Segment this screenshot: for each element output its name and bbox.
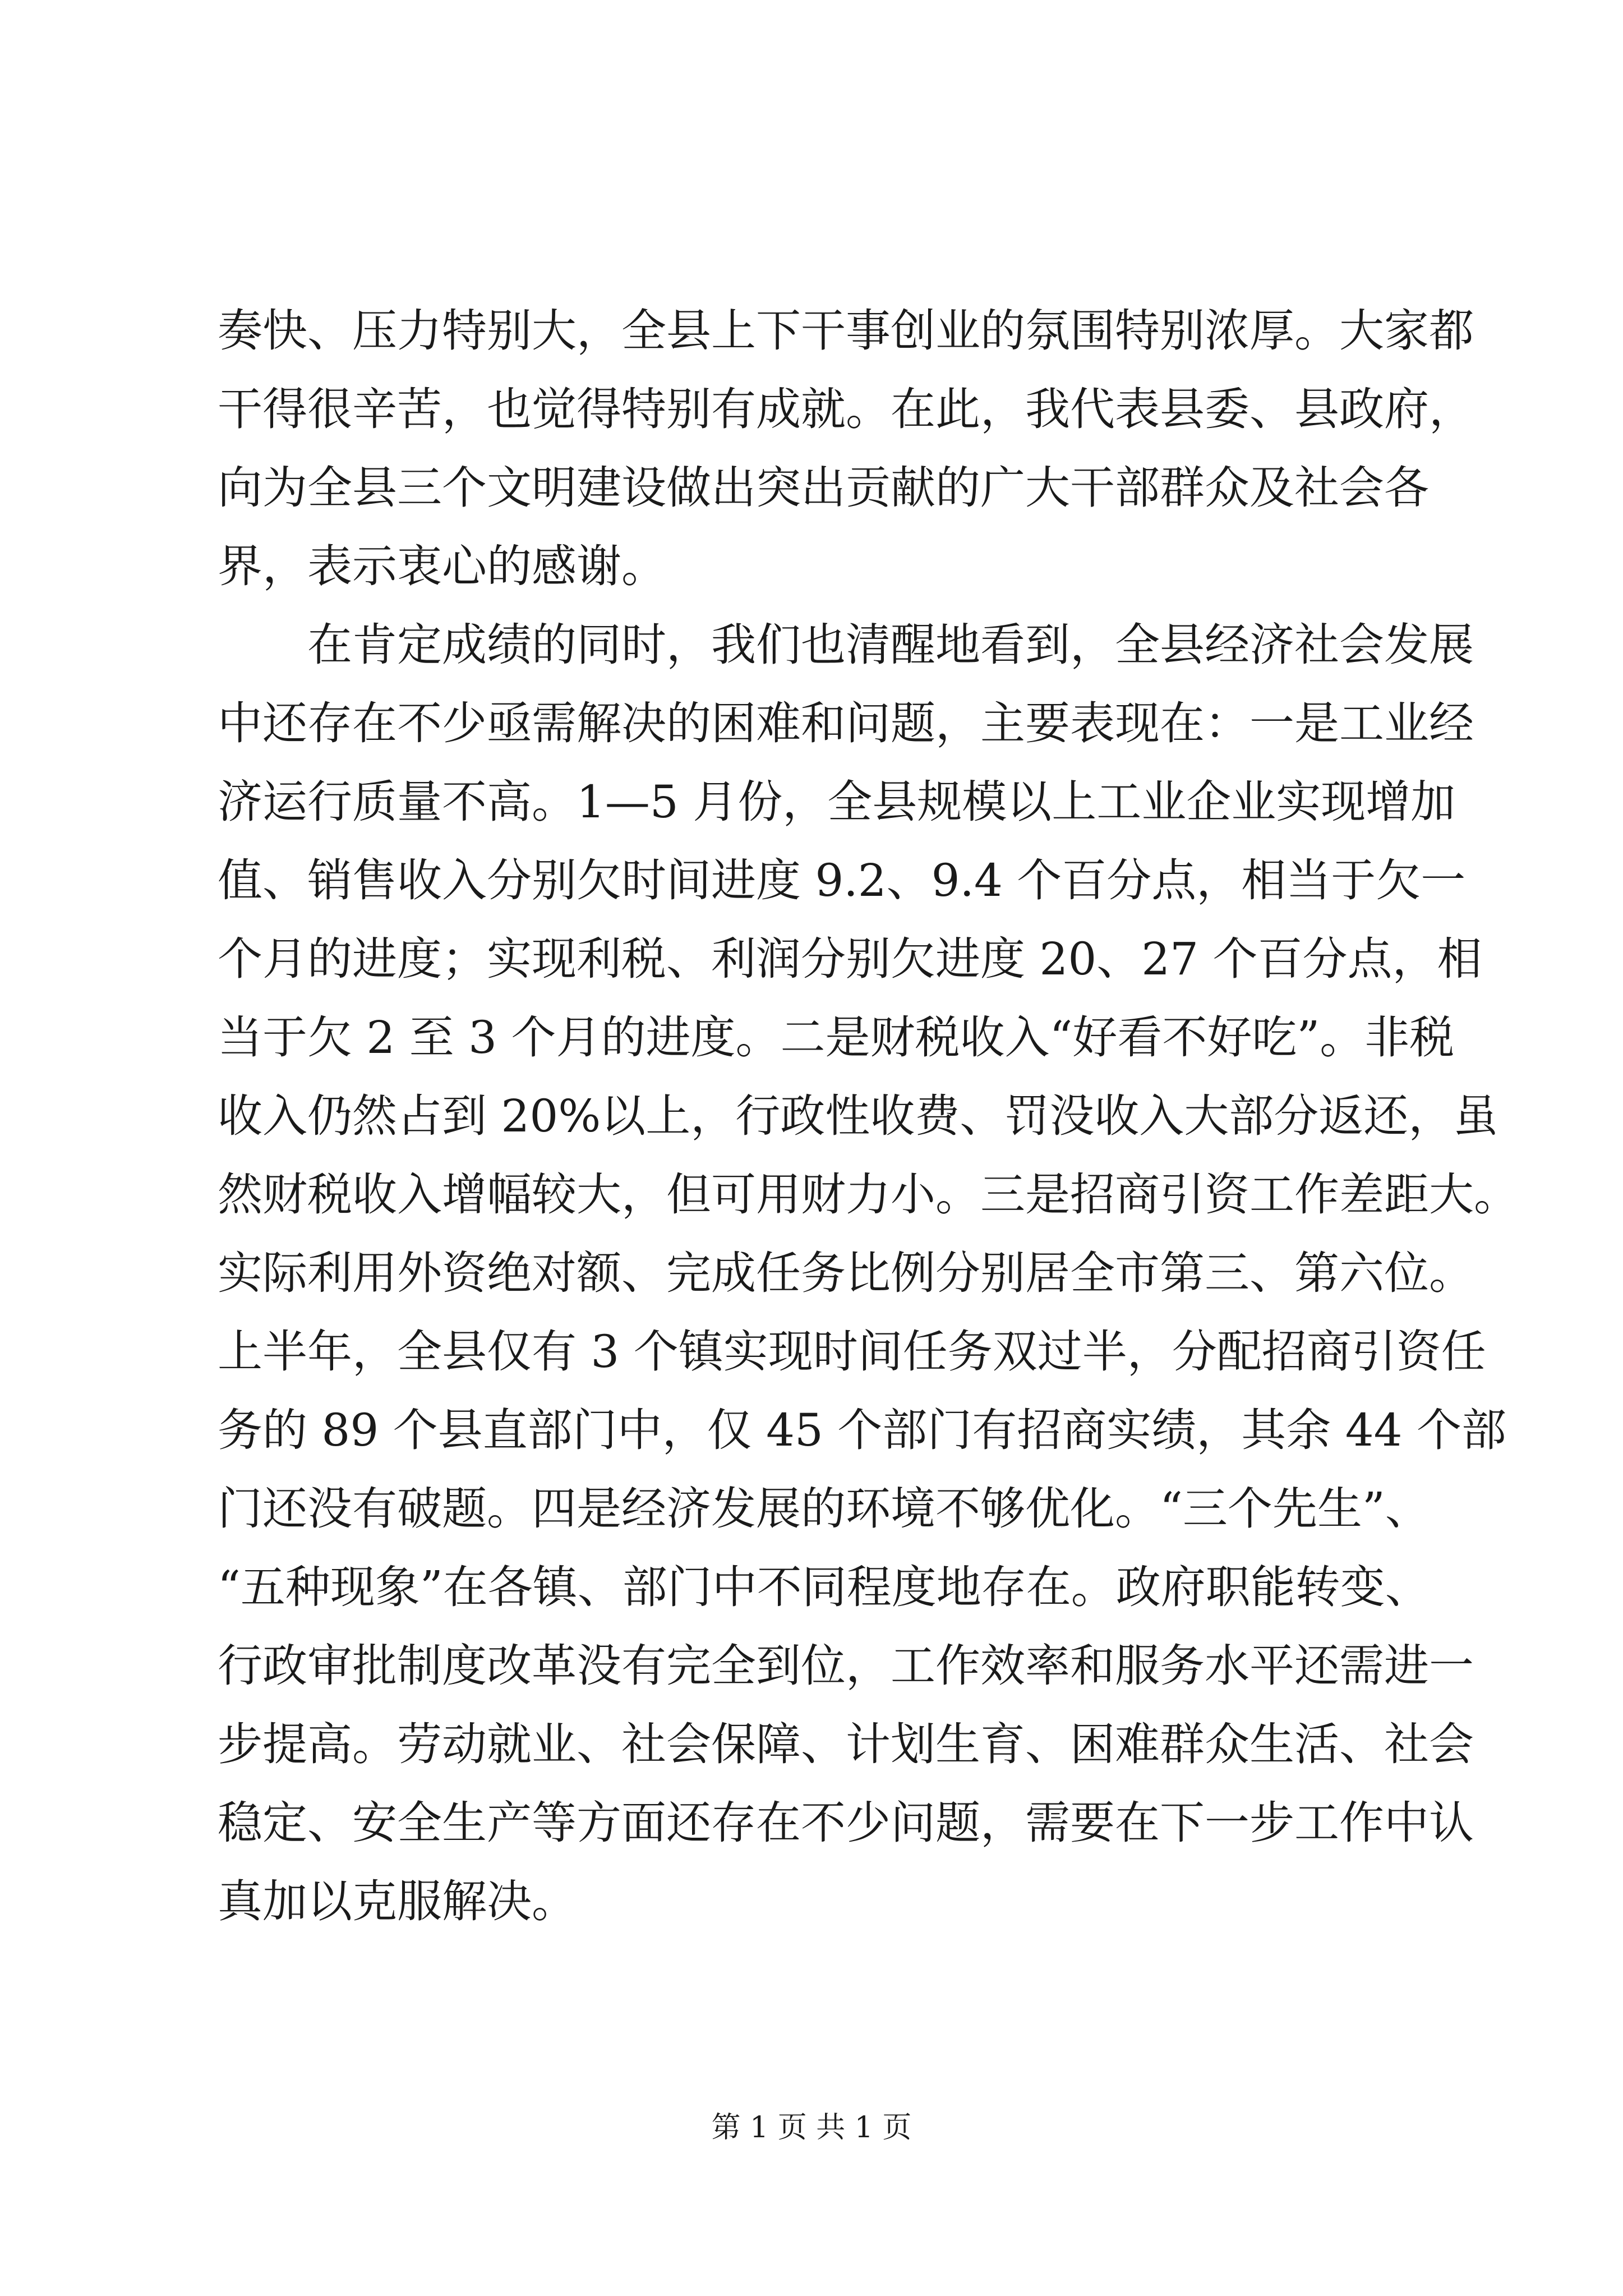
text-line: 界，表示衷心的感谢。 <box>218 540 666 592</box>
text-line: 务的 89 个县直部门中，仅 45 个部门有招商实绩，其余 44 个部 <box>218 1404 1506 1456</box>
page-footer: 第 1 页 共 1 页 <box>711 2111 912 2145</box>
text-line: 收入仍然占到 20%以上，行政性收费、罚没收入大部分返还，虽 <box>218 1090 1498 1142</box>
text-line: 奏快、压力特别大，全县上下干事创业的氛围特别浓厚。大家都 <box>218 305 1474 357</box>
document-body <box>218 292 1519 1941</box>
text-line: 干得很辛苦，也觉得特别有成就。在此，我代表县委、县政府， <box>218 383 1474 435</box>
text-line: 向为全县三个文明建设做出突出贡献的广大干部群众及社会各 <box>218 462 1429 514</box>
text-line: 门还没有破题。四是经济发展的环境不够优化。“三个先生”、 <box>218 1483 1430 1535</box>
text-line: 行政审批制度改革没有完全到位，工作效率和服务水平还需进一 <box>218 1640 1474 1692</box>
text-line: 实际利用外资绝对额、完成任务比例分别居全市第三、第六位。 <box>218 1247 1474 1299</box>
text-line: “五种现象”在各镇、部门中不同程度地存在。政府职能转变、 <box>218 1561 1430 1613</box>
text-line: 然财税收入增幅较大，但可用财力小。三是招商引资工作差距大。 <box>218 1168 1519 1221</box>
text-line: 稳定、安全生产等方面还存在不少问题，需要在下一步工作中认 <box>218 1797 1474 1849</box>
text-line: 在肯定成绩的同时，我们也清醒地看到，全县经济社会发展 <box>307 619 1474 671</box>
text-line: 济运行质量不高。1—5 月份，全县规模以上工业企业实现增加 <box>218 776 1456 828</box>
text-line: 真加以克服解决。 <box>218 1875 577 1927</box>
text-line: 当于欠 2 至 3 个月的进度。二是财税收入“好看不好吃”。非税 <box>218 1011 1455 1064</box>
text-line: 值、销售收入分别欠时间进度 9.2、9.4 个百分点，相当于欠一 <box>218 854 1466 907</box>
text-line: 上半年，全县仅有 3 个镇实现时间任务双过半，分配招商引资任 <box>218 1326 1486 1378</box>
paragraph-2 <box>218 606 1519 1941</box>
text-line: 步提高。劳动就业、社会保障、计划生育、困难群众生活、社会 <box>218 1718 1474 1770</box>
paragraph-1 <box>218 292 1474 606</box>
text-line: 中还存在不少亟需解决的困难和问题，主要表现在：一是工业经 <box>218 697 1474 749</box>
text-line: 个月的进度；实现利税、利润分别欠进度 20、27 个百分点，相 <box>218 933 1482 985</box>
